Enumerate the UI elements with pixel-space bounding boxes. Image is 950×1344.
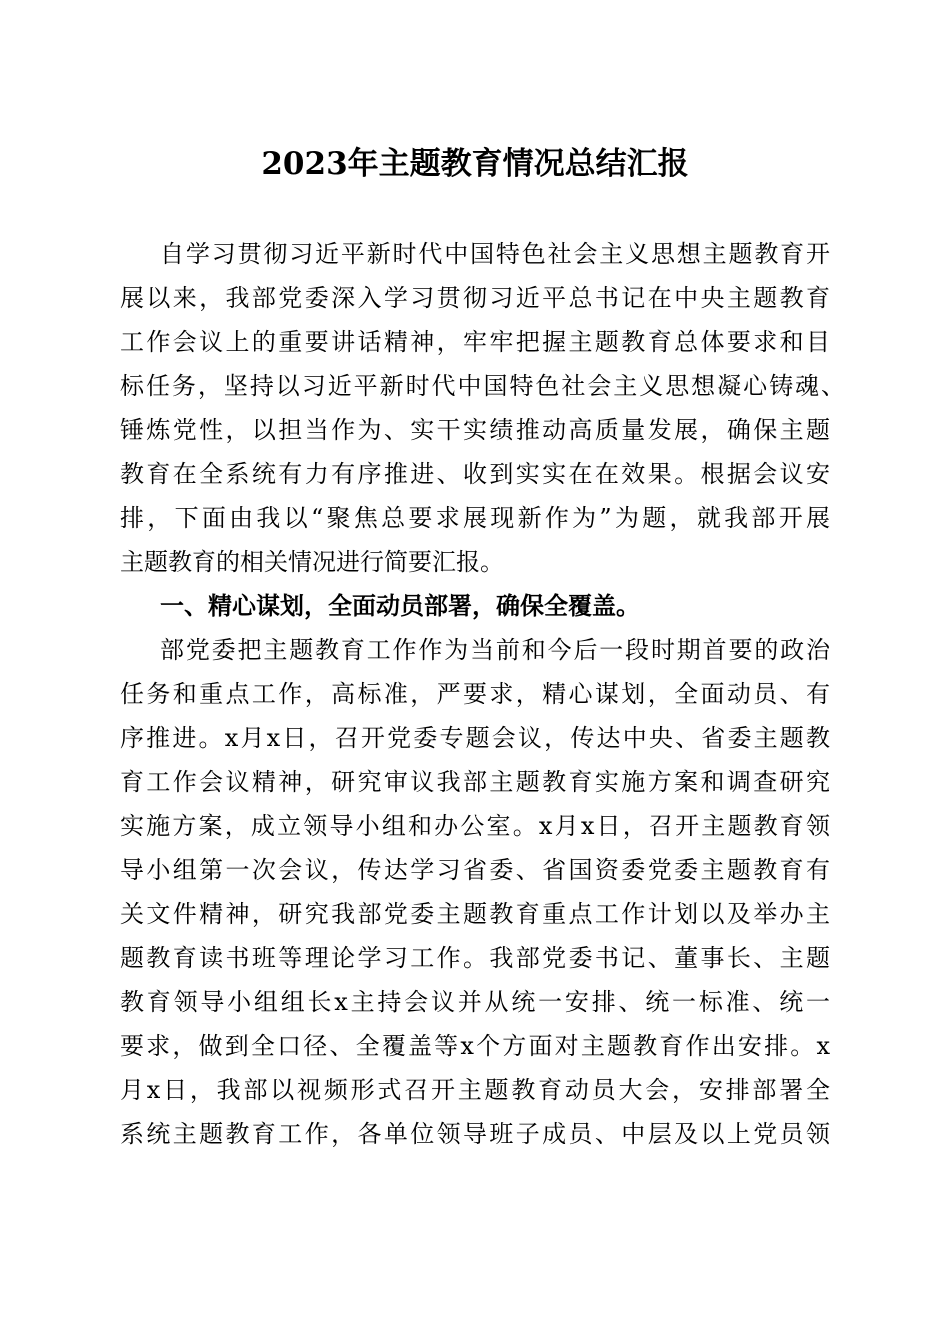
document-title: 2023年主题教育情况总结汇报 — [261, 146, 689, 182]
text-line: 题教育读书班等理论学习工作。我部党委书记、董事长、主题 — [120, 944, 830, 972]
text-line: 关文件精神，研究我部党委主题教育重点工作计划以及举办主 — [120, 900, 830, 928]
text-line: 导小组第一次会议，传达学习省委、省国资委党委主题教育有 — [120, 856, 830, 884]
text-line: 月x日，我部以视频形式召开主题教育动员大会，安排部署全 — [120, 1076, 830, 1104]
text-line: 主题教育的相关情况进行简要汇报。 — [120, 548, 504, 576]
text-line: 育工作会议精神，研究审议我部主题教育实施方案和调查研究 — [120, 768, 830, 796]
text-line: 部党委把主题教育工作作为当前和今后一段时期首要的政治 — [160, 636, 830, 664]
text-line: 要求，做到全口径、全覆盖等x个方面对主题教育作出安排。x — [120, 1032, 830, 1060]
text-line: 任务和重点工作，高标准，严要求，精心谋划，全面动员、有 — [120, 680, 830, 708]
text-line: 教育在全系统有力有序推进、收到实实在在效果。根据会议安 — [120, 460, 830, 488]
text-line: 系统主题教育工作，各单位领导班子成员、中层及以上党员领 — [120, 1120, 830, 1148]
text-line: 锤炼党性，以担当作为、实干实绩推动高质量发展，确保主题 — [120, 416, 830, 444]
text-line: 实施方案，成立领导小组和办公室。x月x日，召开主题教育领 — [120, 812, 830, 840]
section-heading: 一、精心谋划，全面动员部署，确保全覆盖。 — [160, 592, 640, 620]
text-line: 教育领导小组组长x主持会议并从统一安排、统一标准、统一 — [120, 988, 830, 1016]
text-line: 展以来，我部党委深入学习贯彻习近平总书记在中央主题教育 — [120, 284, 830, 312]
text-line: 序推进。x月x日，召开党委专题会议，传达中央、省委主题教 — [120, 724, 830, 752]
text-line: 排，下面由我以“聚焦总要求展现新作为”为题，就我部开展 — [120, 504, 830, 532]
text-line: 工作会议上的重要讲话精神，牢牢把握主题教育总体要求和目 — [120, 328, 830, 356]
text-line: 标任务，坚持以习近平新时代中国特色社会主义思想凝心铸魂、 — [120, 372, 845, 400]
text-line: 自学习贯彻习近平新时代中国特色社会主义思想主题教育开 — [160, 240, 830, 268]
